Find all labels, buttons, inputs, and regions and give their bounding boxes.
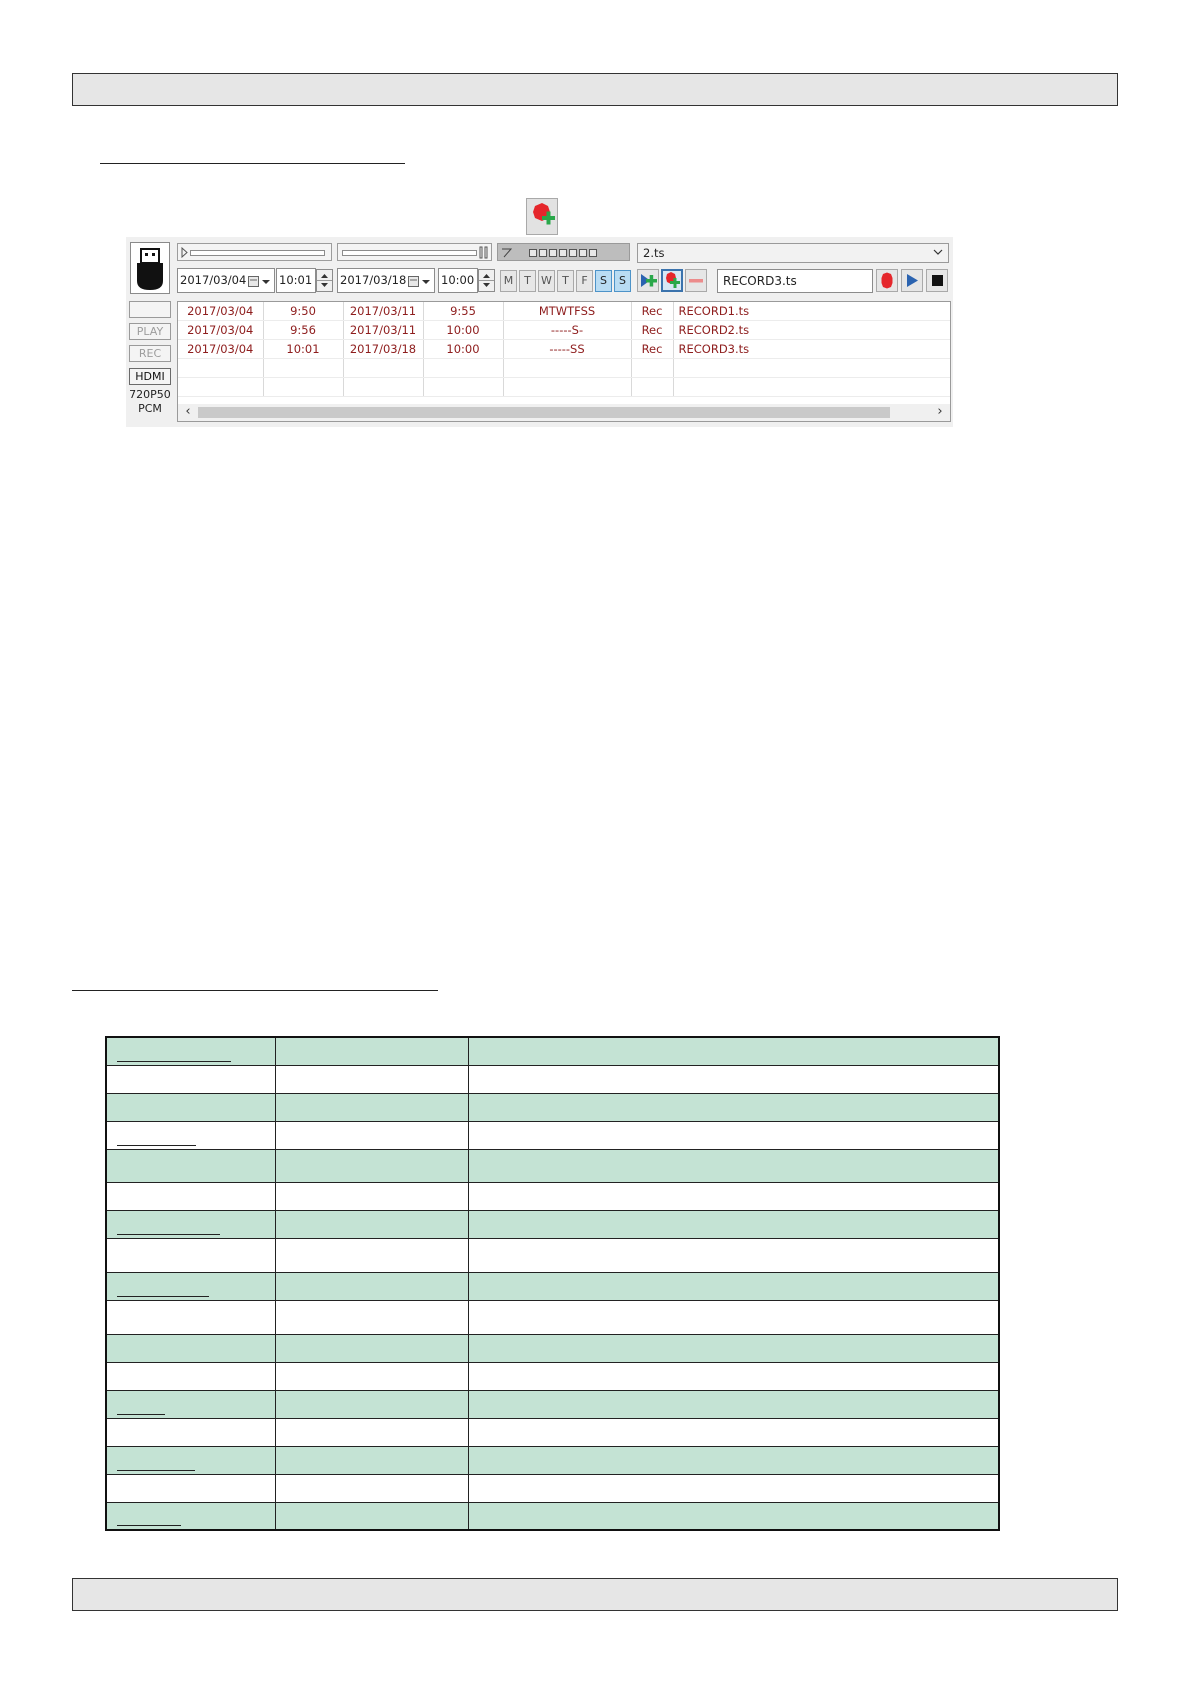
row-days: -----S- xyxy=(503,321,631,340)
table-row xyxy=(106,1238,999,1272)
reference-table xyxy=(105,1036,1000,1531)
table-row xyxy=(106,1065,999,1093)
table-row xyxy=(106,1182,999,1210)
table-row xyxy=(106,1300,999,1334)
day-toggle-tue[interactable]: T xyxy=(519,270,536,292)
table-row xyxy=(106,1037,999,1065)
schedule-row[interactable] xyxy=(178,321,951,340)
scroll-left-icon[interactable]: ‹ xyxy=(185,404,191,419)
rec-mode-button[interactable]: REC xyxy=(129,345,171,362)
row-mode: Rec xyxy=(631,340,673,359)
playback-seek-bar[interactable] xyxy=(177,243,332,261)
scrollbar-thumb[interactable] xyxy=(198,407,890,418)
end-date-field[interactable] xyxy=(337,268,435,293)
table-row xyxy=(106,1362,999,1390)
start-time-value: 10:01 xyxy=(279,273,313,287)
table-row xyxy=(106,1093,999,1121)
schedule-list[interactable] xyxy=(177,301,951,422)
pause-icon xyxy=(479,246,489,259)
record-button[interactable] xyxy=(876,269,898,292)
row-end-date: 2017/03/11 xyxy=(343,302,423,321)
row-start-date: 2017/03/04 xyxy=(178,340,263,359)
empty-row xyxy=(178,359,951,378)
start-date-field[interactable] xyxy=(177,268,275,293)
calendar-icon[interactable] xyxy=(408,276,430,287)
row-mode: Rec xyxy=(631,321,673,340)
row-days: MTWTFSS xyxy=(503,302,631,321)
day-toggle-wed[interactable]: W xyxy=(538,270,555,292)
scroll-right-icon[interactable]: › xyxy=(937,404,943,419)
add-play-button[interactable] xyxy=(637,269,659,292)
seek-start-icon xyxy=(181,247,189,258)
day-toggle-sun[interactable]: S xyxy=(614,270,631,292)
add-record-icon xyxy=(527,199,557,234)
row-start-date: 2017/03/04 xyxy=(178,302,263,321)
hdmi-button[interactable]: HDMI xyxy=(129,368,171,385)
audio-format-label: PCM xyxy=(138,402,162,415)
day-toggle-fri[interactable]: F xyxy=(576,270,593,292)
row-start-date: 2017/03/04 xyxy=(178,321,263,340)
play-icon xyxy=(902,270,922,291)
row-mode: Rec xyxy=(631,302,673,321)
section-heading-underline xyxy=(100,163,405,164)
add-play-icon xyxy=(638,270,658,291)
table-row xyxy=(106,1334,999,1362)
section-heading-underline xyxy=(72,990,438,991)
day-toggle-thu[interactable]: T xyxy=(557,270,574,292)
table-row xyxy=(106,1121,999,1149)
calendar-icon[interactable] xyxy=(248,276,270,287)
remove-icon xyxy=(686,270,706,291)
remove-schedule-button[interactable] xyxy=(685,269,707,292)
table-row xyxy=(106,1446,999,1474)
footer-band xyxy=(72,1578,1118,1611)
table-row xyxy=(106,1418,999,1446)
end-date-value: 2017/03/18 xyxy=(340,273,407,287)
usb-drive-icon xyxy=(130,242,170,294)
row-file: RECORD1.ts xyxy=(673,302,951,321)
row-end-time: 9:55 xyxy=(423,302,503,321)
play-button[interactable] xyxy=(901,269,923,292)
row-file: RECORD3.ts xyxy=(673,340,951,359)
end-time-field[interactable] xyxy=(438,268,478,293)
chevron-down-icon xyxy=(933,249,943,256)
stop-icon xyxy=(927,270,947,291)
row-end-time: 10:00 xyxy=(423,321,503,340)
record-icon xyxy=(877,270,897,291)
volume-slider[interactable] xyxy=(337,243,492,261)
row-end-date: 2017/03/11 xyxy=(343,321,423,340)
header-band xyxy=(72,73,1118,106)
start-date-value: 2017/03/04 xyxy=(180,273,247,287)
add-record-schedule-button[interactable] xyxy=(526,198,558,235)
end-time-value: 10:00 xyxy=(441,273,475,287)
play-mode-button[interactable]: PLAY xyxy=(129,323,171,340)
add-record-button[interactable] xyxy=(661,269,683,292)
file-select-value: 2.ts xyxy=(643,246,665,260)
record-filename-input[interactable]: RECORD3.ts xyxy=(717,269,873,293)
row-file: RECORD2.ts xyxy=(673,321,951,340)
table-row xyxy=(106,1149,999,1182)
row-start-time: 9:56 xyxy=(263,321,343,340)
empty-row xyxy=(178,378,951,397)
source-button[interactable] xyxy=(129,301,171,318)
row-end-time: 10:00 xyxy=(423,340,503,359)
level-icon xyxy=(501,247,512,258)
table-row xyxy=(106,1474,999,1502)
start-time-field[interactable] xyxy=(276,268,316,293)
row-start-time: 10:01 xyxy=(263,340,343,359)
table-row xyxy=(106,1210,999,1238)
table-row xyxy=(106,1502,999,1530)
row-start-time: 9:50 xyxy=(263,302,343,321)
level-meter xyxy=(497,243,630,261)
row-days: -----SS xyxy=(503,340,631,359)
start-time-spinner[interactable] xyxy=(316,269,333,292)
end-time-spinner[interactable] xyxy=(478,269,495,292)
add-record-icon xyxy=(663,271,681,290)
video-format-label: 720P50 xyxy=(129,388,171,401)
file-select-dropdown[interactable] xyxy=(637,243,949,263)
day-toggle-mon[interactable]: M xyxy=(500,270,517,292)
table-row xyxy=(106,1272,999,1300)
stop-button[interactable] xyxy=(926,269,948,292)
recorder-panel xyxy=(126,237,953,427)
table-row xyxy=(106,1390,999,1418)
horizontal-scrollbar[interactable] xyxy=(178,404,950,421)
schedule-row[interactable] xyxy=(178,340,951,359)
day-toggle-sat[interactable]: S xyxy=(595,270,612,292)
schedule-row[interactable] xyxy=(178,302,951,321)
row-end-date: 2017/03/18 xyxy=(343,340,423,359)
